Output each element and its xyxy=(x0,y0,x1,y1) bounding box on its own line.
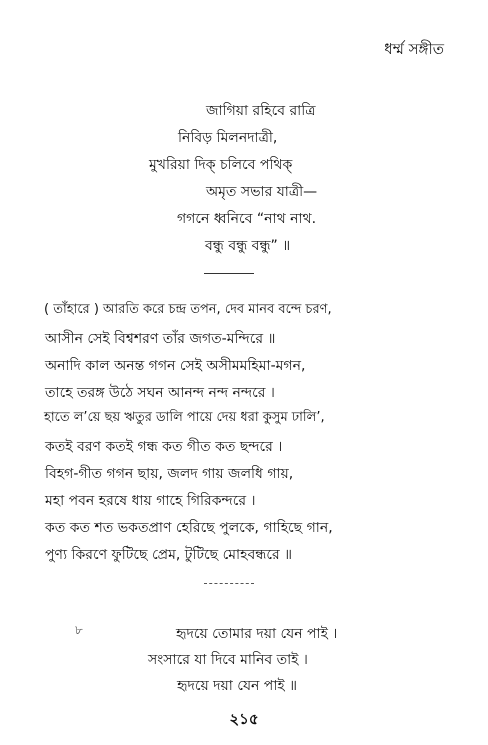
page-number: ২১৫ xyxy=(229,710,259,728)
verse-line: সংসারে যা দিবে মানিব তাই । xyxy=(148,652,308,668)
verse-line: অমৃত সভার যাত্রী— xyxy=(206,184,318,200)
verse-line: হৃদয়ে দয়া যেন পাই ॥ xyxy=(177,678,298,694)
verse-line: আসীন সেই বিশ্বশরণ তাঁর জগত-মন্দিরে ॥ xyxy=(45,331,276,347)
verse-line: মহা পবন হরষে ধায় গাহে গিরিকন্দরে । xyxy=(45,493,256,509)
verse-line: ( তাঁহারে ) আরতি করে চন্দ্র তপন, দেব মানব বন্দে চরণ, xyxy=(44,302,332,317)
verse-line: কতই বরণ কতই গন্ধ কত গীত কত ছন্দরে । xyxy=(45,439,283,455)
section-divider xyxy=(204,583,254,584)
verse-line: জাগিয়া রহিবে রাত্রি xyxy=(206,103,316,119)
verse-line: গগনে ধ্বনিবে “নাথ নাথ. xyxy=(177,211,317,227)
verse-line: তাহে তরঙ্গ উঠে সঘন আনন্দ নন্দ নন্দরে । xyxy=(45,385,275,401)
verse-line: বিহগ-গীত গগন ছায়, জলদ গায় জলধি গায়, xyxy=(45,466,294,482)
verse-line: নিবিড় মিলনদাত্রী, xyxy=(178,130,278,146)
margin-mark: ৮ xyxy=(75,623,83,637)
running-title: ধর্ম্ম সঙ্গীত xyxy=(384,40,444,58)
verse-line: পুণ্য কিরণে ফুটিছে প্রেম, টুটিছে মোহবন্ধরে ॥ xyxy=(45,547,293,563)
verse-line: হাতে ল’য়ে ছয় ঋতুর ডালি পায়ে দেয় ধরা কুসুম ঢালি’, xyxy=(44,410,325,425)
section-divider xyxy=(204,273,254,274)
verse-line: হৃদয়ে তোমার দয়া যেন পাই । xyxy=(176,626,338,642)
verse-line: অনাদি কাল অনন্ত গগন সেই অসীমমহিমা-মগন, xyxy=(45,358,306,374)
verse-line: বন্ধু বন্ধু বন্ধু” ॥ xyxy=(205,238,291,254)
verse-line: মুখরিয়া দিক্‌ চলিবে পথিক্ xyxy=(149,157,293,173)
verse-line: কত কত শত ভকতপ্রাণ হেরিছে পুলকে, গাহিছে গান, xyxy=(45,520,333,536)
